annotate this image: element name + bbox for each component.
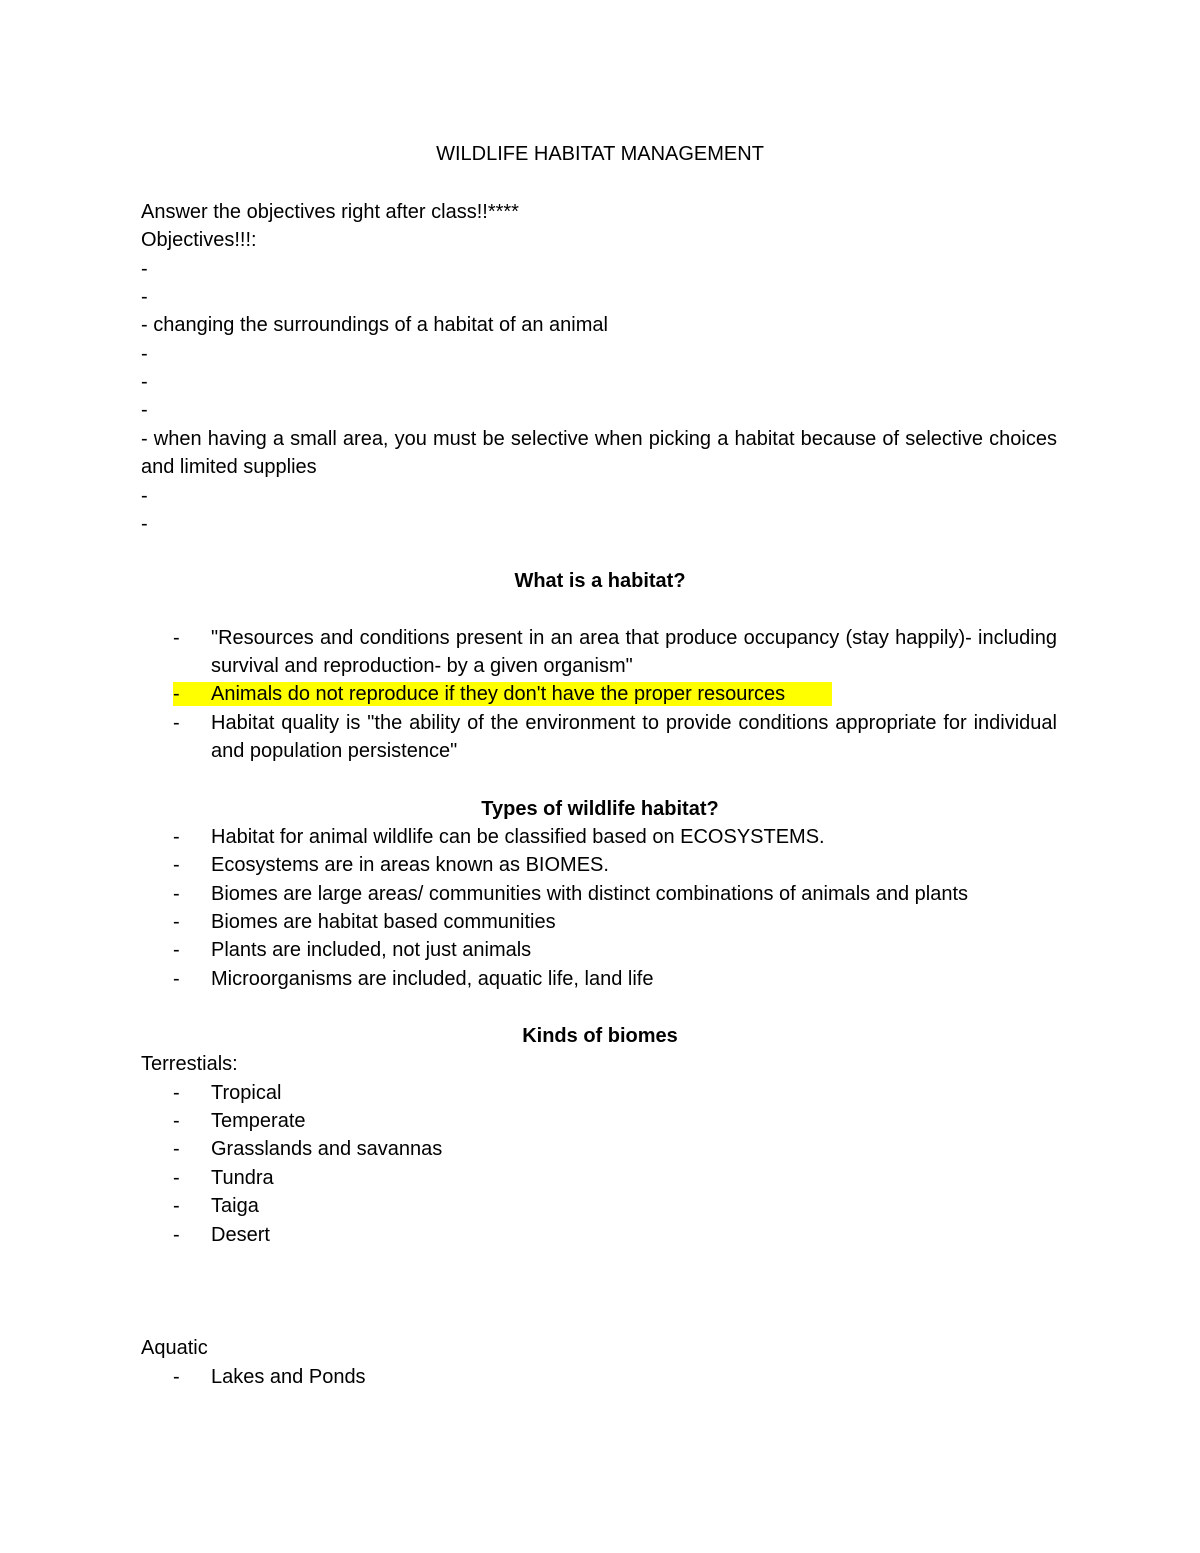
biome-item: Taiga bbox=[211, 1195, 259, 1217]
types-bullet: Biomes are habitat based communities bbox=[211, 911, 556, 933]
objective-item: - bbox=[141, 343, 148, 365]
bullet-marker: - bbox=[173, 712, 180, 734]
bullet-marker: - bbox=[173, 627, 180, 649]
aquatic-label: Aquatic bbox=[141, 1337, 208, 1359]
habitat-bullet: "Resources and conditions present in an area that produce occupancy (stay happily)- including survival and reproduction- by a given organism" bbox=[211, 627, 1057, 678]
instruction-text: Answer the objectives right after class!!**** bbox=[141, 201, 519, 223]
bullet-marker: - bbox=[173, 1224, 180, 1246]
biome-item: Tundra bbox=[211, 1167, 274, 1189]
objective-item: - bbox=[141, 371, 148, 393]
section-heading-types: Types of wildlife habitat? bbox=[481, 798, 719, 820]
bullet-marker: - bbox=[173, 1195, 180, 1217]
bullet-marker: - bbox=[173, 826, 180, 848]
biome-item: Grasslands and savannas bbox=[211, 1138, 443, 1160]
bullet-marker: - bbox=[173, 968, 180, 990]
bullet-marker: - bbox=[173, 1082, 180, 1104]
objective-item: - changing the surroundings of a habitat of an animal bbox=[141, 314, 608, 336]
bullet-marker: - bbox=[173, 1110, 180, 1132]
types-bullet: Biomes are large areas/ communities with distinct combinations of animals and plants bbox=[211, 883, 969, 905]
biome-item: Temperate bbox=[211, 1110, 306, 1132]
types-bullet: Ecosystems are in areas known as BIOMES. bbox=[211, 854, 609, 876]
document-title: WILDLIFE HABITAT MANAGEMENT bbox=[436, 143, 764, 165]
bullet-marker: - bbox=[173, 939, 180, 961]
bullet-marker: - bbox=[173, 1167, 180, 1189]
bullet-marker: - bbox=[173, 883, 180, 905]
bullet-marker: - bbox=[173, 911, 180, 933]
biome-item: Desert bbox=[211, 1224, 270, 1246]
section-heading-habitat: What is a habitat? bbox=[514, 570, 686, 592]
bullet-marker: - bbox=[173, 854, 180, 876]
types-bullet: Microorganisms are included, aquatic life, land life bbox=[211, 968, 654, 990]
objective-item: - when having a small area, you must be selective when picking a habitat because of selective choices and limited supplies bbox=[141, 428, 1057, 479]
biome-item: Lakes and Ponds bbox=[211, 1366, 366, 1388]
section-heading-biomes: Kinds of biomes bbox=[522, 1025, 678, 1047]
bullet-marker: - bbox=[173, 1138, 180, 1160]
objective-item: - bbox=[141, 258, 148, 280]
objective-item: - bbox=[141, 513, 148, 535]
bullet-marker: - bbox=[173, 683, 180, 705]
objective-item: - bbox=[141, 485, 148, 507]
terrestrial-label: Terrestials: bbox=[141, 1053, 238, 1075]
bullet-marker: - bbox=[173, 1366, 180, 1388]
habitat-bullet: Habitat quality is "the ability of the environment to provide conditions appropriate for individual and population persistence" bbox=[211, 712, 1057, 763]
objectives-label: Objectives!!!: bbox=[141, 229, 257, 251]
objective-item: - bbox=[141, 286, 148, 308]
types-bullet: Habitat for animal wildlife can be classified based on ECOSYSTEMS. bbox=[211, 826, 825, 848]
habitat-bullet-highlighted: Animals do not reproduce if they don't have the proper resources bbox=[211, 683, 786, 705]
types-bullet: Plants are included, not just animals bbox=[211, 939, 532, 961]
biome-item: Tropical bbox=[211, 1082, 282, 1104]
objective-item: - bbox=[141, 399, 148, 421]
